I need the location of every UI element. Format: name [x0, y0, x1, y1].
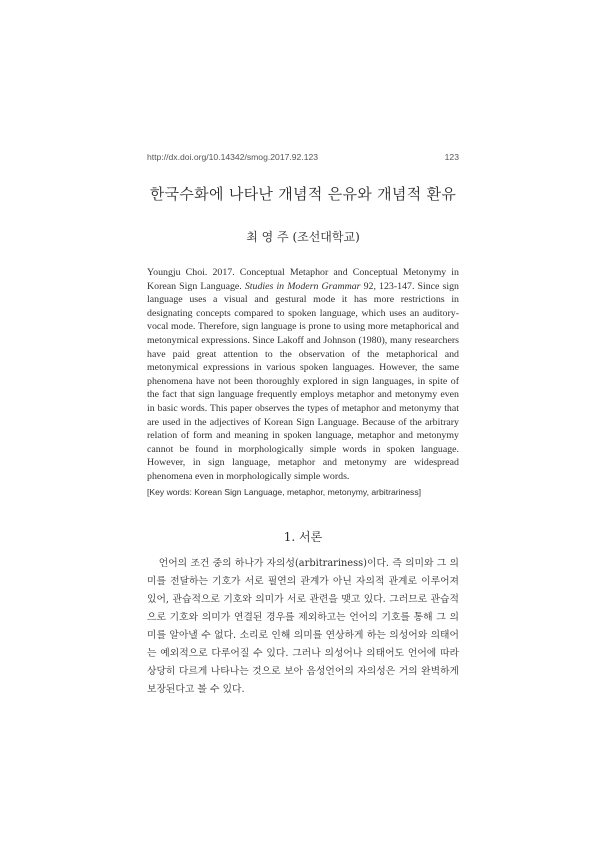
abstract-citation: Youngju Choi. 2017. Conceptual Metaphor and Conceptual Metonymy in Korean Sign Language. — [147, 267, 459, 292]
section-heading: 1. 서론 — [283, 530, 323, 544]
page-header — [147, 152, 459, 166]
author-line: 최 영 주 (조선대학교) — [246, 230, 360, 244]
abstract — [147, 266, 459, 484]
abstract-paragraph — [147, 266, 459, 484]
journal-name: Studies in Modern Grammar — [244, 280, 361, 292]
doi-link[interactable]: http://dx.doi.org/10.14342/smog.2017.92.123 — [147, 152, 319, 162]
body-paragraph: 언어의 조건 중의 하나가 자의성(arbitrariness)이다. 즉 의미와 그 의미를 전달하는 기호가 서로 필연의 관계가 아닌 자의적 관계로 이루어져 있어, 관습적으로 기호와 의미가 서로 관련을 맺고 있다. 그러므로 관습적으로 기호와 의미가 연결된 경우를 제외하고는 언어의 기호를 통해 그 의미를 알아낼 수 없다. 소리로 인해 의미를 연상하게 하는 의성어와 의태어는 예외적으로 다루어질 수 있다. 그러나 의성어나 의태어도 언어에 따라 상당히 다르게 나타나는 것으로 보아 음성언어의 자의성은 거의 완벽하게 보장된다고 볼 수 있다. — [147, 558, 459, 695]
page-number: 123 — [444, 152, 459, 162]
keywords: [Key words: Korean Sign Language, metaphor, metonymy, arbitrariness] — [147, 487, 422, 497]
body-text — [147, 555, 459, 699]
abstract-body: 92, 123-147. Since sign language uses a visual and gestural mode it has more restrictions in designating concepts compared to spoken language, which uses an auditory-vocal mode. Therefore, sign language is prone to using more metaphorical and metonymical expressions. Since Lakoff and Johnson (1980), many researchers have paid great attention to the observation of the metaphorical and metonymical expressions in various spoken languages. However, the same phenomena have not been thoroughly explored in sign languages, in spite of the fact that sign language frequently employs metaphor and metonymy even in basic words. This paper observes the types of metaphor and metonymy that are used in the adjectives of Korean Sign Language. Because of the arbitrary relation of form and meaning in spoken language, metaphor and metonymy cannot be found in morphologically simple words in spoken language. However, in sign language, metaphor and metonymy are widespread phenomena even in morphologically simple words. — [147, 280, 459, 482]
paper-title: 한국수화에 나타난 개념적 은유와 개념적 환유 — [149, 185, 457, 203]
